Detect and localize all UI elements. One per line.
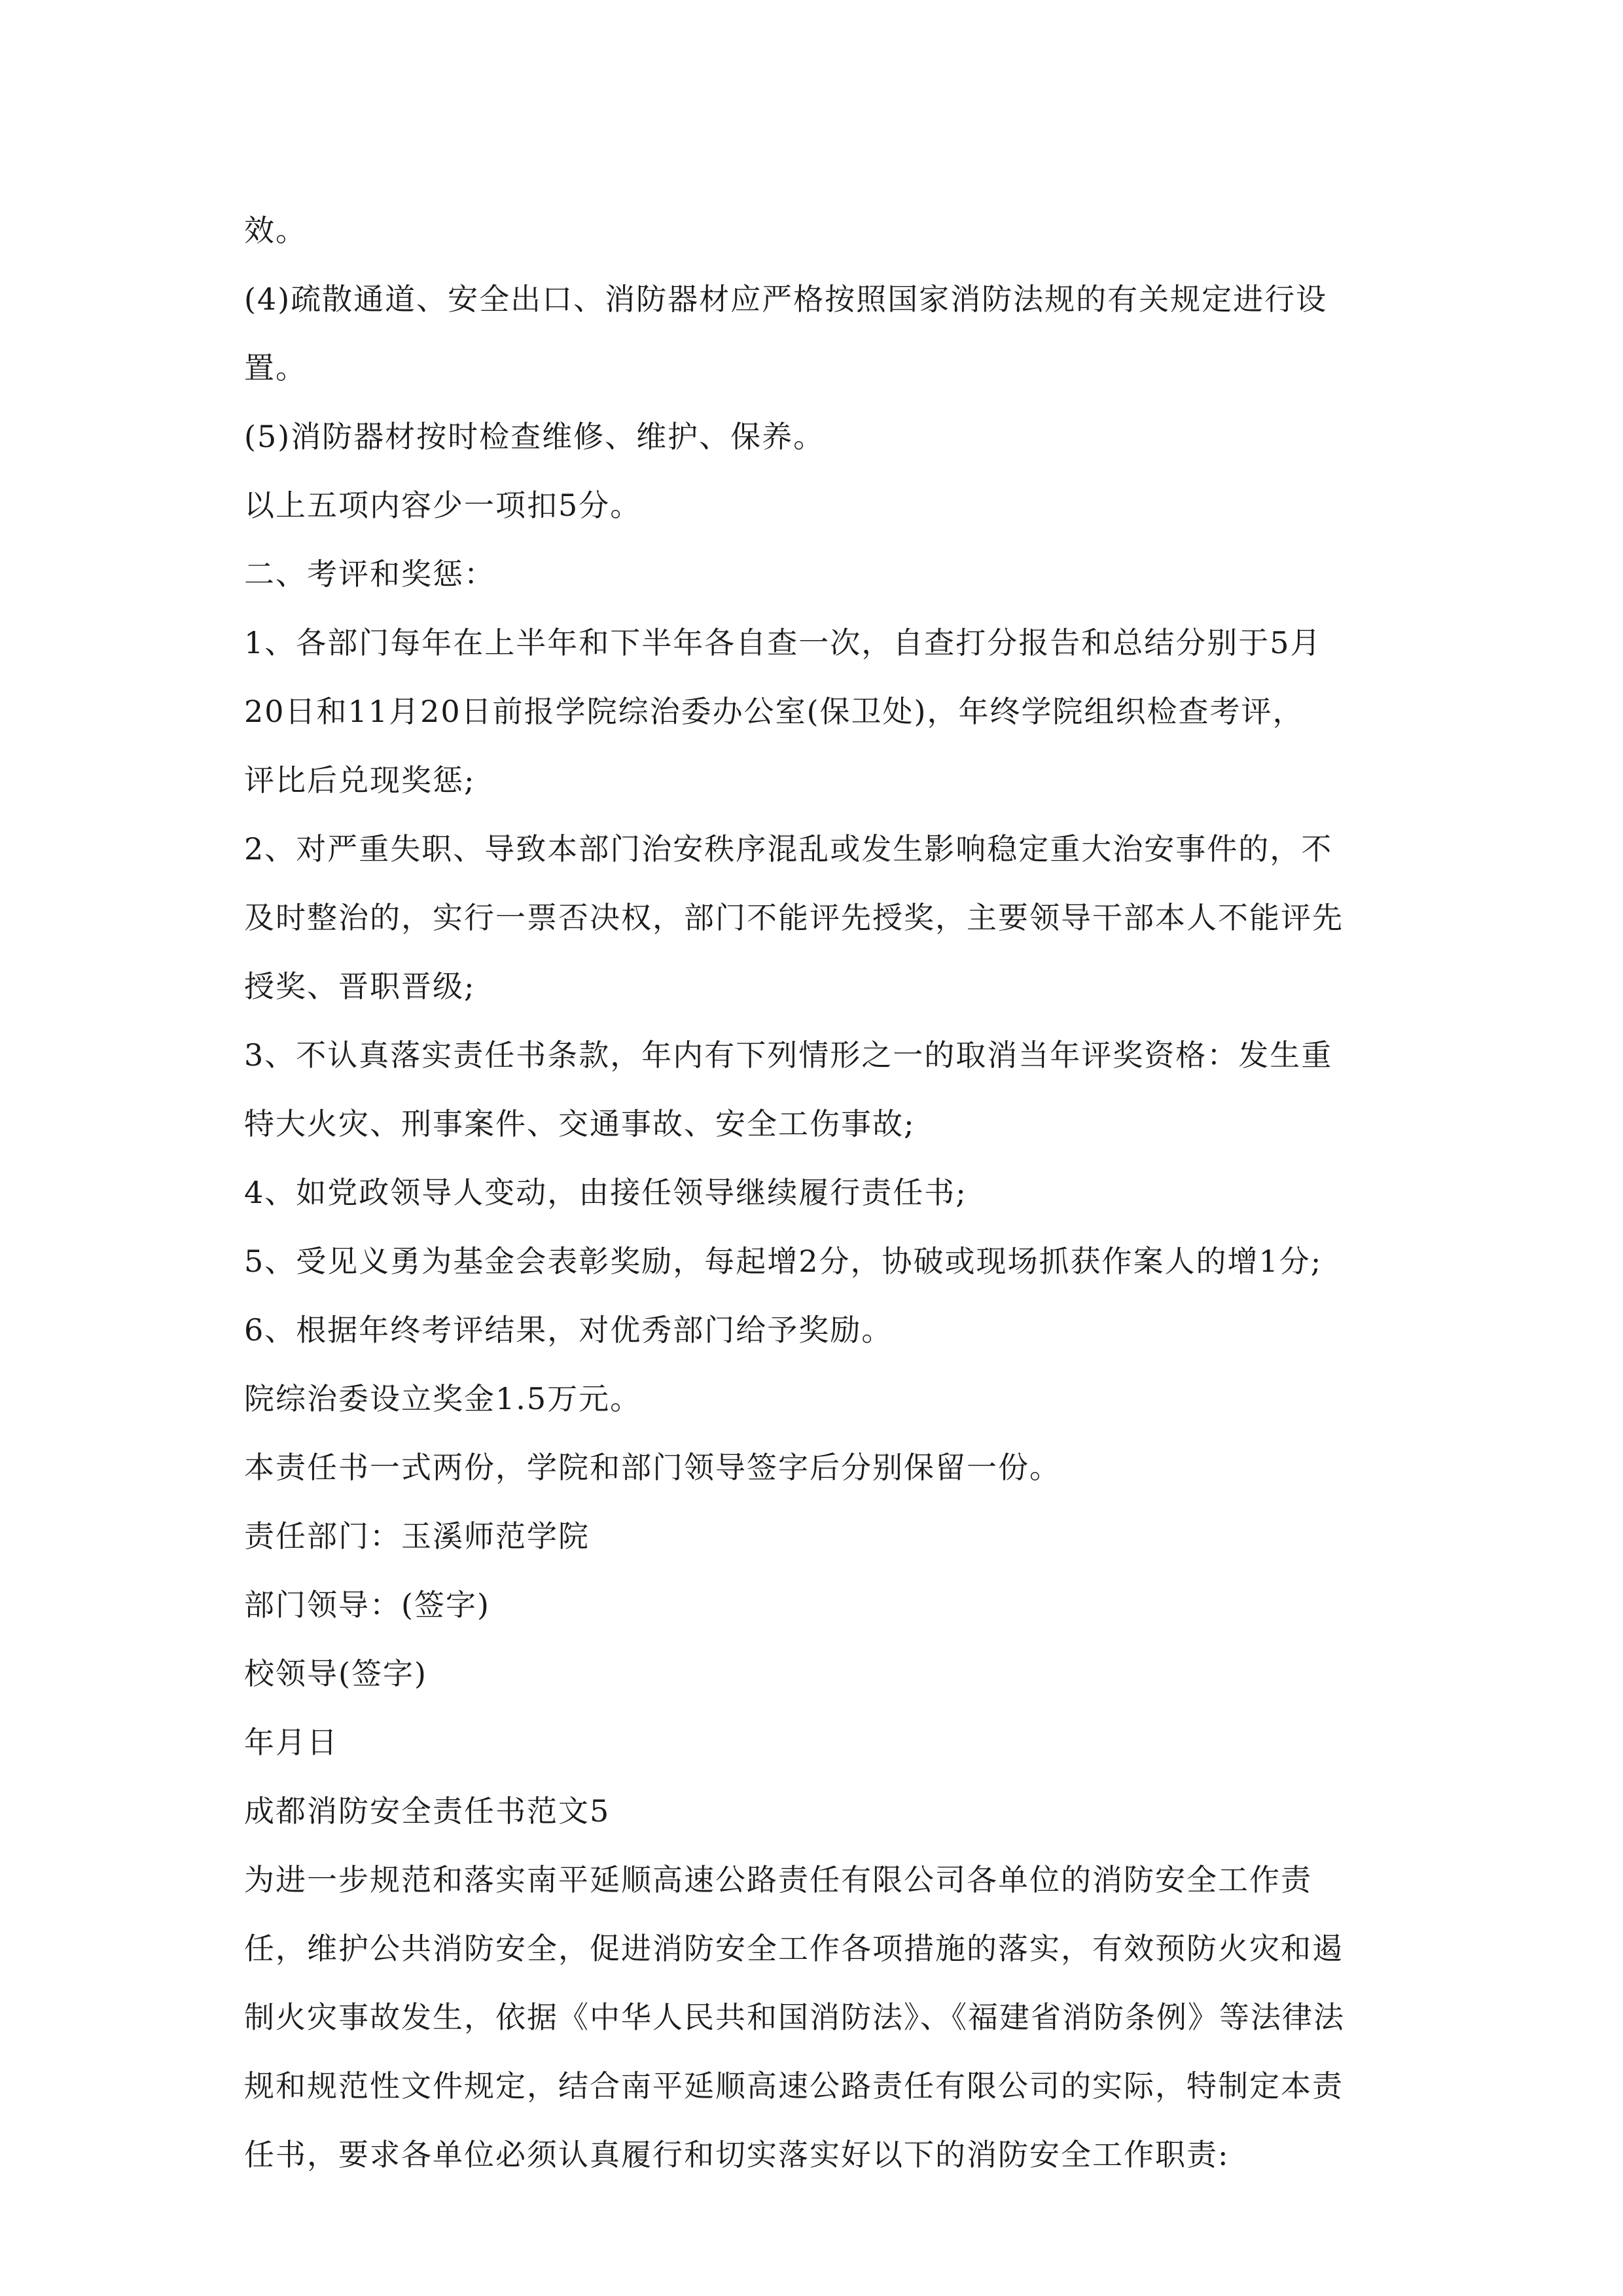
date-line: 年月日 — [244, 1725, 338, 1760]
text-line: 3、不认真落实责任书条款，年内有下列情形之一的取消当年评奖资格：发生重 — [244, 1037, 1333, 1073]
text-line: 以上五项内容少一项扣5分。 — [244, 488, 642, 523]
text-line: 置。 — [244, 350, 307, 386]
text-line: 2、对严重失职、导致本部门治安秩序混乱或发生影响稳定重大治安事件的，不 — [244, 831, 1333, 867]
text-line: 特大火灾、刑事案件、交通事故、安全工伤事故; — [244, 1106, 916, 1141]
text-line: 效。 — [244, 213, 307, 248]
text-line: 制火灾事故发生，依据《中华人民共和国消防法》、《福建省消防条例》等法律法 — [244, 2000, 1345, 2035]
text-line: 及时整治的，实行一票否决权，部门不能评先授奖，主要领导干部本人不能评先 — [244, 900, 1344, 935]
section-heading: 二、考评和奖惩： — [244, 556, 495, 592]
text-line: 评比后兑现奖惩; — [244, 762, 476, 798]
text-line: 授奖、晋职晋级; — [244, 969, 476, 1004]
text-line: 5、受见义勇为基金会表彰奖励，每起增2分，协破或现场抓获作案人的增1分; — [244, 1244, 1323, 1279]
text-line: 4、如党政领导人变动，由接任领导继续履行责任书; — [244, 1175, 967, 1210]
school-leader-signature: 校领导(签字) — [244, 1656, 427, 1691]
text-line: 本责任书一式两份，学院和部门领导签字后分别保留一份。 — [244, 1450, 1061, 1485]
text-line: 1、各部门每年在上半年和下半年各自查一次，自查打分报告和总结分别于5月 — [244, 625, 1322, 660]
text-line: 任，维护公共消防安全，促进消防安全工作各项措施的落实，有效预防火灾和遏 — [244, 1931, 1344, 1966]
text-line: 为进一步规范和落实南平延顺高速公路责任有限公司各单位的消防安全工作责 — [244, 1862, 1312, 1897]
text-line: (5)消防器材按时检查维修、维护、保养。 — [244, 419, 825, 454]
document-body — [244, 196, 1396, 2189]
text-line: (4)疏散通道、安全出口、消防器材应严格按照国家消防法规的有关规定进行设 — [244, 281, 1328, 317]
department-leader-signature: 部门领导：(签字) — [244, 1587, 490, 1623]
responsible-department: 责任部门：玉溪师范学院 — [244, 1518, 590, 1554]
text-line: 20日和11月20日前报学院综治委办公室(保卫处)，年终学院组织检查考评， — [244, 694, 1304, 729]
text-line: 院综治委设立奖金1.5万元。 — [244, 1381, 642, 1416]
text-line: 6、根据年终考评结果，对优秀部门给予奖励。 — [244, 1312, 893, 1348]
text-line: 规和规范性文件规定，结合南平延顺高速公路责任有限公司的实际，特制定本责 — [244, 2068, 1344, 2104]
text-line: 任书，要求各单位必须认真履行和切实落实好以下的消防安全工作职责: — [244, 2137, 1230, 2172]
document-title: 成都消防安全责任书范文5 — [244, 1793, 611, 1829]
